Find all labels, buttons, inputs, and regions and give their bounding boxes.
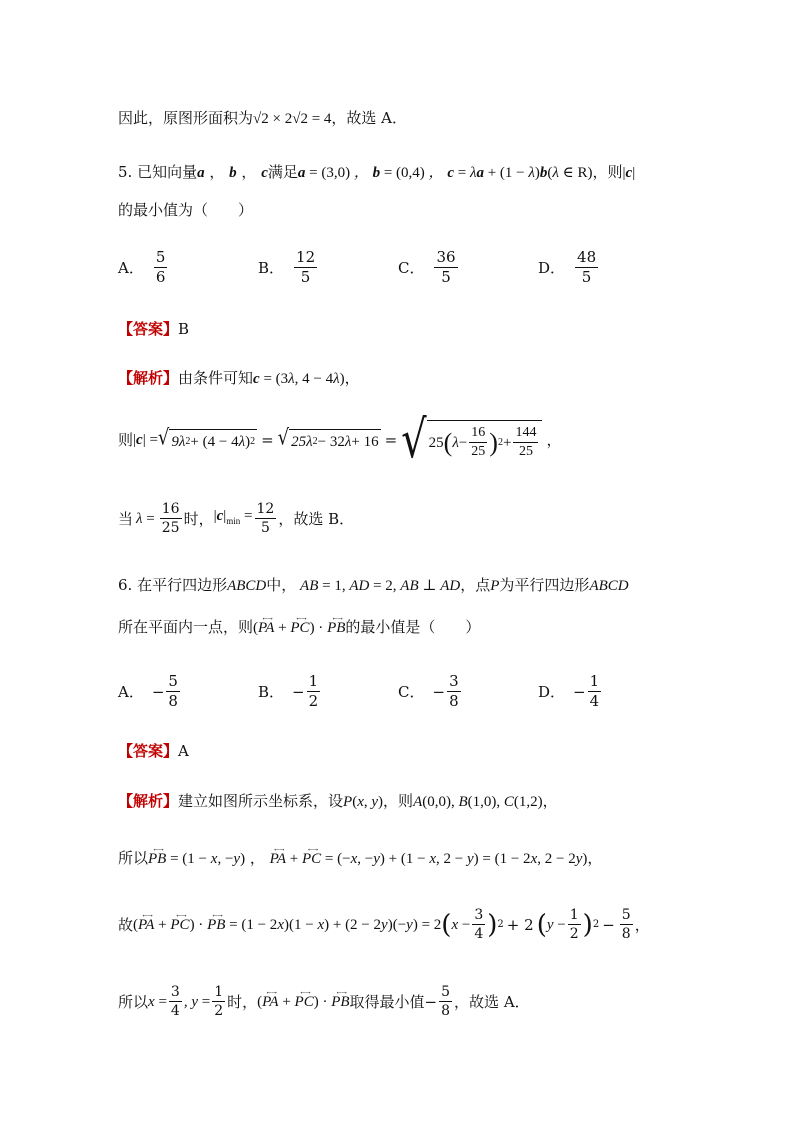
area-formula: √2 × 2√2 = 4 [253, 111, 332, 127]
fraction: $\frac{12}{5}$ [296, 248, 316, 286]
fraction: $\frac{48}{5}$ [577, 248, 597, 286]
q6-stem: 6. 在平行四边形ABCD中， AB = 1, AD = 2, AB ⊥ AD，点P为平行四边形ABCD [118, 576, 629, 594]
q6-vectors-line: 所以←→ PB = (1 − x, −y) ， ←→ PA + ←→ PC = (−x, −y) + (1 − x, 2 − y) = (1 − 2x, 2 − 2y)， [118, 848, 602, 869]
q5-stem: 5. 已知向量a ， b ， c满足a = (3,0) ， b = (0,4) ， c = λa + (1 − λ)b(λ ∈ R)，则|c| [118, 163, 636, 181]
fraction: $\frac{5}{8}$ [168, 672, 178, 710]
q5-option-d[interactable]: D． $\frac{48}{5}$ [538, 248, 597, 286]
fraction: $\frac{1}{2}$ [308, 672, 319, 710]
q5-when-line: 当 λ = $\frac{16}{25}$ 时， $|c|_{min}$ = $\frac{12}{5}$ ，故选 B． [118, 501, 355, 536]
q6-dot-product-line: 故 (←→ PA + ←→ PC) · ←→ PB = (1 − 2x)(1 − x) + (2 − 2y)(−y) = 2 ( x − $\frac{3}{4}$ ) 2 + 2 ( y − $\frac{1}{2}$ ) 2 − $\frac{5}{8}$ ， [118, 908, 650, 941]
q5-option-c[interactable]: C． $\frac{36}{5}$ [398, 248, 456, 286]
q6-conclusion-line: 所以 x = $\frac{3}{4}$ , y = $\frac{1}{2}$ 时， (←→ PA + ←→ PC) · ←→ PB 取得最小值 − $\frac{5}{8}$ ，故选 A． [118, 985, 530, 1018]
fraction: $\frac{1}{4}$ [589, 672, 600, 710]
q5-answer: 【答案】B [118, 320, 190, 338]
q6-option-d[interactable]: D． − $\frac{1}{4}$ [538, 672, 600, 710]
q5-analysis-norm: 则 |c| = √ 9λ 2 + (4 − 4 λ ) 2 = √ 25λ 2 − 32 λ + 16 = √ 25 ( λ − $\frac{16}{25}$ ) 2 + $\frac{144}{25}$ ， [118, 410, 562, 470]
q6-analysis: 【解析】建立如图所示坐标系，设P(x, y)，则A(0,0), B(1,0), C(1,2)， [118, 792, 558, 810]
q5-stem-2: 的最小值为（ ） [118, 201, 254, 219]
q6-option-a[interactable]: A． − $\frac{5}{8}$ [118, 672, 178, 710]
q6-stem-2: 所在平面内一点，则(←→ PA + ←→ PC) · ←→ PB的最小值是（ ） [118, 617, 480, 638]
q6-answer: 【答案】A [118, 742, 189, 760]
q5-vectors-math: a = (3,0) ， b = (0,4) ， c = λa + (1 − λ)b(λ ∈ R) [297, 165, 593, 181]
q6-option-b[interactable]: B． − $\frac{1}{2}$ [258, 672, 319, 710]
q5-analysis: 【解析】由条件可知c = (3λ, 4 − 4λ)， [118, 369, 360, 387]
area-conclusion-line: 因此，原图形面积为√2 × 2√2 = 4，故选 A． [118, 109, 408, 127]
fraction: $\frac{36}{5}$ [436, 248, 456, 286]
q5-option-b[interactable]: B． $\frac{12}{5}$ [258, 248, 316, 286]
q6-option-c[interactable]: C． − $\frac{3}{8}$ [398, 672, 459, 710]
fraction: $\frac{5}{6}$ [155, 248, 166, 286]
q5-option-a[interactable]: A． $\frac{5}{6}$ [118, 248, 166, 286]
fraction: $\frac{3}{8}$ [449, 672, 459, 710]
